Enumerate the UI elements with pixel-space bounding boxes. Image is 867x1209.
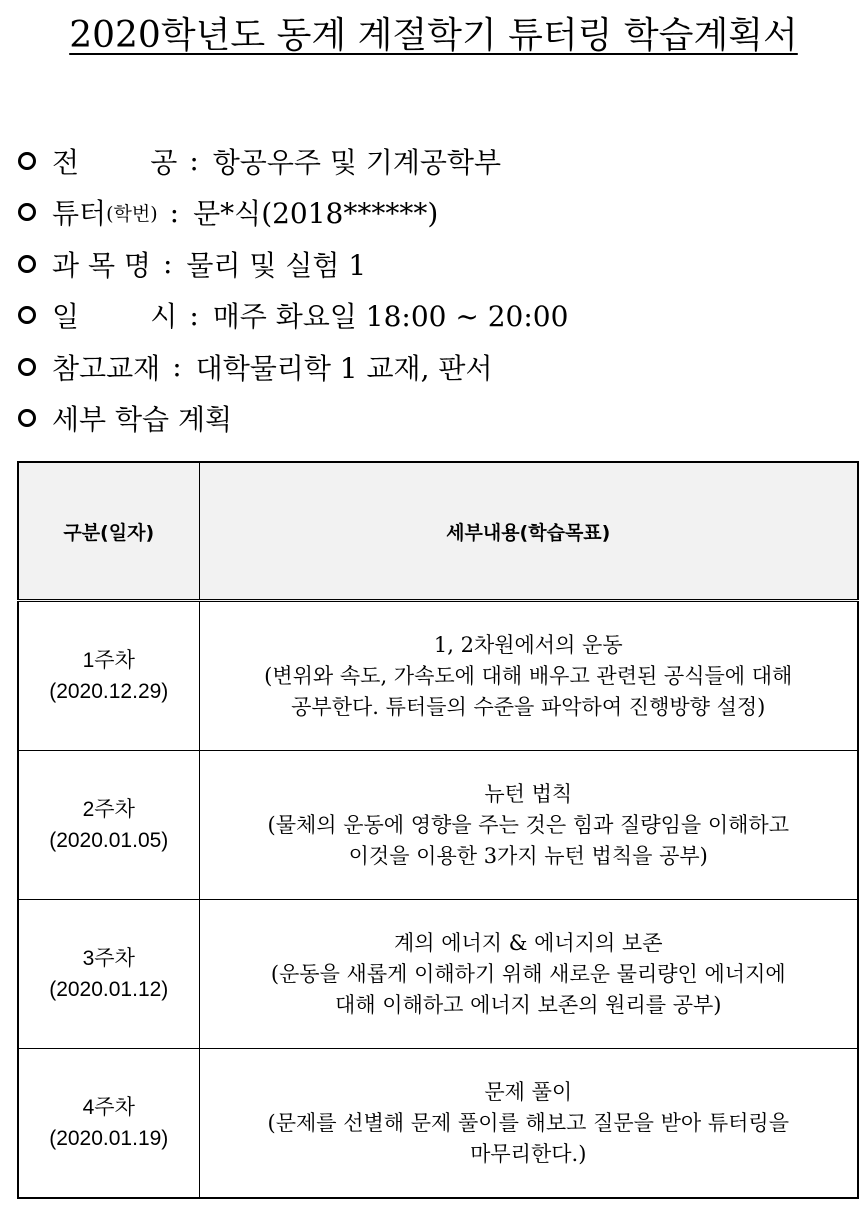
info-label: 과 목 명 bbox=[52, 248, 151, 282]
week-date: (2020.01.05) bbox=[49, 829, 169, 852]
content-topic: 뉴턴 법칙 bbox=[484, 781, 573, 806]
table-row bbox=[18, 751, 858, 900]
week-date: (2020.12.29) bbox=[49, 680, 169, 703]
content-line: (운동을 새롭게 이해하기 위해 새로운 물리량인 에너지에 bbox=[270, 961, 786, 986]
info-label: 참고교재 bbox=[52, 351, 161, 385]
info-row-major bbox=[16, 135, 856, 187]
study-plan-table bbox=[17, 461, 859, 1199]
info-row-schedule bbox=[16, 290, 856, 342]
content-line: (변위와 속도, 가속도에 대해 배우고 관련된 공식들에 대해 bbox=[264, 663, 793, 688]
info-row-textbook bbox=[16, 341, 856, 393]
circle-bullet-icon bbox=[18, 203, 36, 221]
content-line: 공부한다. 튜터들의 수준을 파악하여 진행방향 설정) bbox=[291, 694, 766, 719]
table-row bbox=[18, 601, 858, 751]
content-topic: 계의 에너지 & 에너지의 보존 bbox=[393, 930, 663, 955]
week-label: 1주차 bbox=[82, 649, 135, 672]
content-line: 이것을 이용한 3가지 뉴턴 법칙을 공부) bbox=[348, 843, 708, 868]
table-row bbox=[18, 900, 858, 1049]
document-title bbox=[0, 12, 867, 60]
week-cell bbox=[18, 601, 199, 751]
info-label: 전 공 bbox=[52, 145, 178, 179]
info-row-tutor bbox=[16, 187, 856, 239]
content-cell bbox=[199, 1049, 858, 1199]
circle-bullet-icon bbox=[18, 306, 36, 324]
week-label: 2주차 bbox=[82, 798, 135, 821]
colon: : bbox=[172, 350, 182, 384]
week-label: 4주차 bbox=[82, 1096, 135, 1119]
content-topic: 1, 2차원에서의 운동 bbox=[433, 632, 623, 657]
table-header-row bbox=[18, 462, 858, 601]
colon: : bbox=[162, 247, 173, 281]
content-cell bbox=[199, 601, 858, 751]
colon: : bbox=[169, 195, 180, 229]
info-value: 매주 화요일 18:00 ~ 20:00 bbox=[212, 300, 569, 334]
table-row bbox=[18, 1049, 858, 1199]
colon: : bbox=[189, 144, 199, 178]
circle-bullet-icon bbox=[18, 409, 36, 427]
week-cell bbox=[18, 751, 199, 900]
content-line: 마무리한다.) bbox=[470, 1141, 587, 1166]
circle-bullet-icon bbox=[18, 255, 36, 273]
info-label: 일 시 bbox=[52, 300, 178, 334]
week-date: (2020.01.19) bbox=[49, 1127, 169, 1150]
week-cell bbox=[18, 1049, 199, 1199]
week-label: 3주차 bbox=[82, 947, 135, 970]
content-line: 대해 이해하고 에너지 보존의 원리를 공부) bbox=[335, 992, 722, 1017]
content-line: (문제를 선별해 문제 풀이를 해보고 질문을 받아 튜터링을 bbox=[267, 1110, 789, 1135]
info-label-sub: (학번) bbox=[106, 202, 158, 225]
header-content: 세부내용(학습목표) bbox=[199, 462, 858, 601]
header-week: 구분(일자) bbox=[18, 462, 199, 601]
info-label: 튜터 bbox=[52, 197, 107, 231]
week-cell bbox=[18, 900, 199, 1049]
info-section bbox=[16, 135, 856, 444]
content-cell bbox=[199, 751, 858, 900]
info-row-course bbox=[16, 238, 856, 290]
info-row-plan-heading bbox=[16, 393, 856, 445]
info-value: 항공우주 및 기계공학부 bbox=[212, 145, 502, 179]
info-value: 물리 및 실험 1 bbox=[186, 248, 367, 282]
content-topic: 문제 풀이 bbox=[484, 1079, 573, 1104]
content-cell bbox=[199, 900, 858, 1049]
plan-heading: 세부 학습 계획 bbox=[52, 403, 233, 437]
document-title-text: 2020학년도 동계 계절학기 튜터링 학습계획서 bbox=[69, 15, 798, 56]
info-value: 대학물리학 1 교재, 판서 bbox=[195, 351, 493, 385]
week-date: (2020.01.12) bbox=[49, 978, 169, 1001]
colon: : bbox=[189, 298, 199, 332]
circle-bullet-icon bbox=[18, 358, 36, 376]
circle-bullet-icon bbox=[18, 152, 36, 170]
content-line: (물체의 운동에 영향을 주는 것은 힘과 질량임을 이해하고 bbox=[267, 812, 789, 837]
info-value: 문*식(2018******) bbox=[193, 197, 439, 231]
